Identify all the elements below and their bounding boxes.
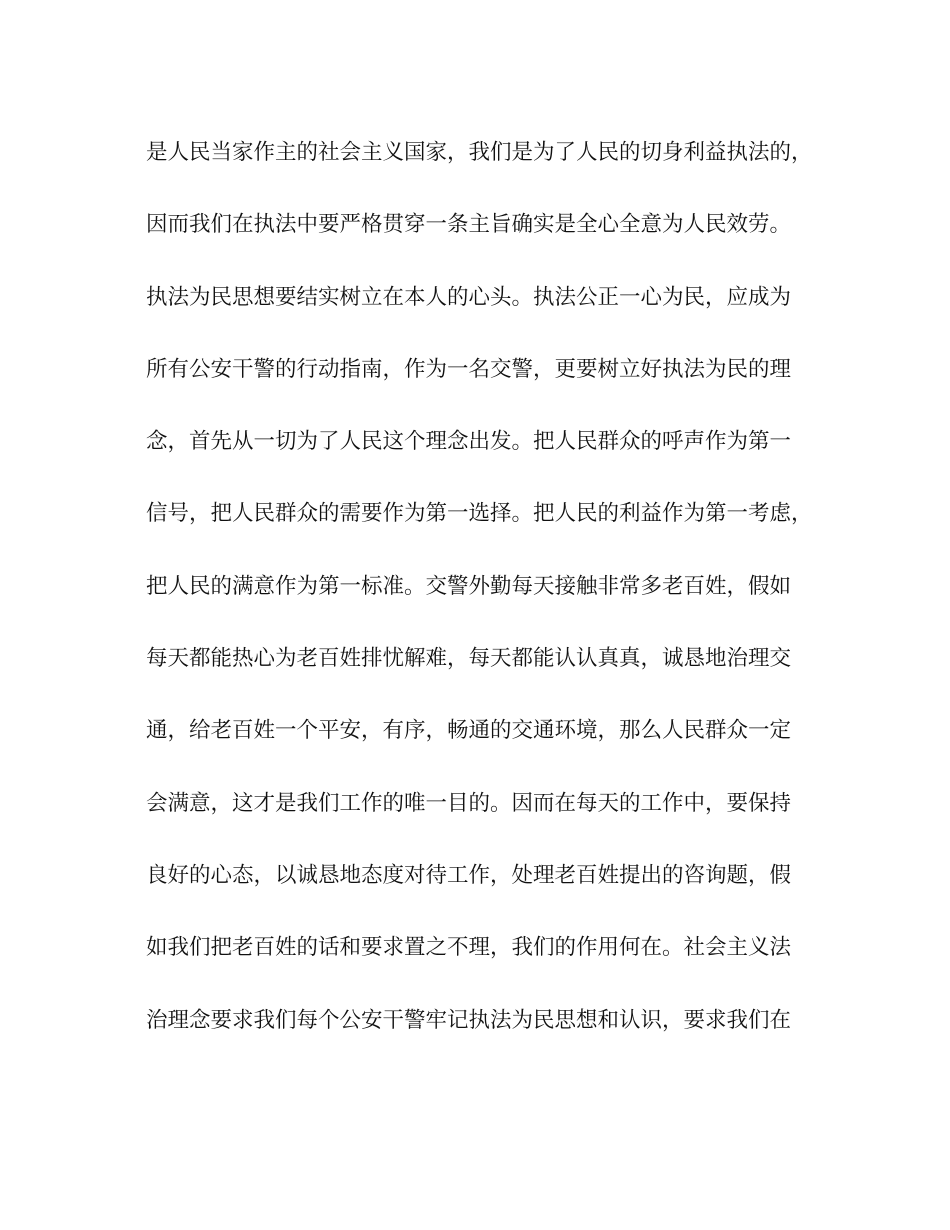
text-line: 所有公安干警的行动指南，作为一名交警，更要树立好执法为民的理 — [146, 356, 792, 382]
text-line: 是人民当家作主的社会主义国家，我们是为了人民的切身利益执法的， — [146, 140, 813, 165]
text-line: 良好的心态，以诚恳地态度对待工作，处理老百姓提出的咨询题，假 — [146, 862, 792, 888]
text-line: 执法为民思想要结实树立在本人的心头。执法公正一心为民，应成为 — [146, 284, 792, 310]
body-text — [146, 133, 826, 1073]
text-line: 会满意，这才是我们工作的唯一目的。因而在每天的工作中，要保持 — [146, 790, 792, 816]
text-line: 把人民的满意作为第一标准。交警外勤每天接触非常多老百姓，假如 — [146, 573, 792, 599]
text-line: 念，首先从一切为了人民这个理念出发。把人民群众的呼声作为第一 — [146, 429, 792, 455]
text-line: 每天都能热心为老百姓排忧解难，每天都能认认真真，诚恳地治理交 — [146, 646, 792, 672]
text-line: 治理念要求我们每个公安干警牢记执法为民思想和认识，要求我们在 — [146, 1007, 792, 1033]
text-line: 因而我们在执法中要严格贯穿一条主旨确实是全心全意为人民效劳。 — [146, 212, 792, 238]
text-line: 通，给老百姓一个平安，有序，畅通的交通环境，那么人民群众一定 — [146, 718, 792, 744]
text-line: 信号，把人民群众的需要作为第一选择。把人民的利益作为第一考虑， — [146, 501, 813, 527]
text-line: 如我们把老百姓的话和要求置之不理，我们的作用何在。社会主义法 — [146, 935, 792, 961]
